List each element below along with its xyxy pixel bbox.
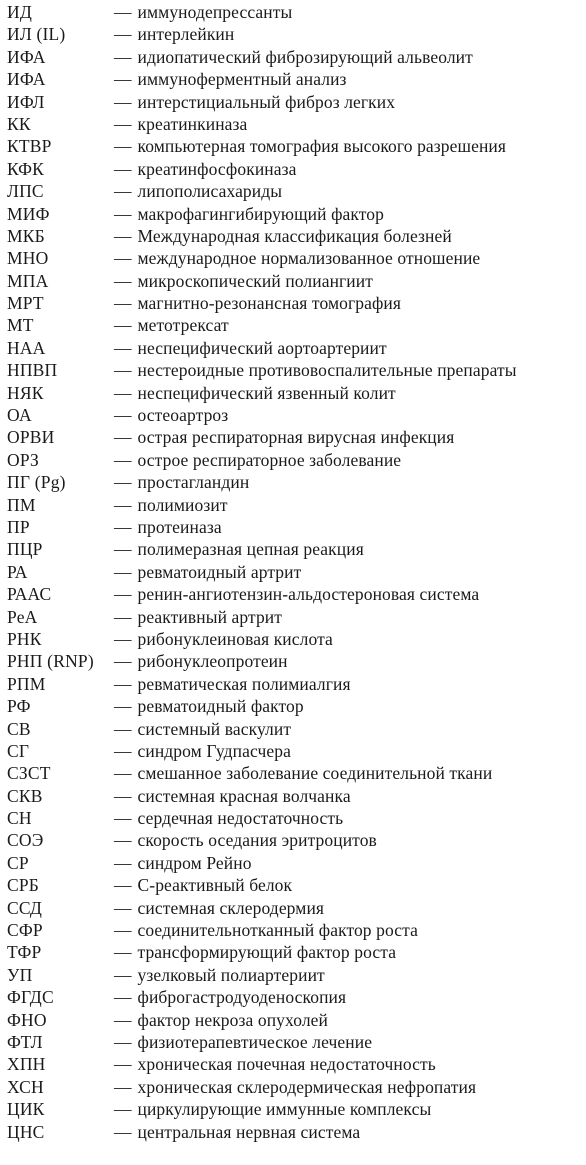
abbreviation-row (7, 762, 586, 784)
abbreviation: СВ (7, 718, 31, 739)
definition: узелковый полиартериит (137, 964, 325, 985)
definition: остеоартроз (137, 405, 229, 426)
abbreviation: ПЦР (7, 539, 43, 560)
abbreviation: РеА (7, 606, 38, 627)
definition: хроническая почечная недостаточность (137, 1054, 436, 1075)
abbreviation-row (7, 292, 586, 314)
abbreviation-row (7, 314, 586, 336)
separator-dash: — (114, 337, 132, 358)
definition: сердечная недостаточность (137, 808, 344, 829)
separator-dash: — (114, 584, 132, 605)
definition: скорость оседания эритроцитов (137, 830, 377, 851)
separator-dash: — (114, 427, 132, 448)
separator-dash: — (114, 248, 132, 269)
abbreviation-row (7, 650, 586, 672)
definition: соединительнотканный фактор роста (137, 920, 418, 941)
separator-dash: — (114, 315, 132, 336)
separator-dash: — (114, 158, 132, 179)
abbreviation-row (7, 628, 586, 650)
separator-dash: — (114, 718, 132, 739)
abbreviation-row (7, 1031, 586, 1053)
separator-dash: — (114, 113, 132, 134)
abbreviation-row (7, 516, 586, 538)
abbreviation: ИФА (7, 69, 46, 90)
abbreviation-row (7, 1121, 586, 1143)
definition: ренин-ангиотензин-альдостероновая система (137, 584, 480, 605)
abbreviation: РФ (7, 696, 31, 717)
abbreviation-row (7, 1, 586, 23)
abbreviation: ОА (7, 405, 32, 426)
abbreviation-row (7, 382, 586, 404)
separator-dash: — (114, 2, 132, 22)
abbreviation: ХПН (7, 1054, 46, 1075)
abbreviation-row (7, 449, 586, 471)
separator-dash: — (114, 494, 132, 515)
abbreviation-row (7, 673, 586, 695)
abbreviation: ИЛ (IL) (7, 24, 66, 45)
separator-dash: — (114, 1031, 132, 1052)
separator-dash: — (114, 516, 132, 537)
abbreviation: ОРЗ (7, 449, 39, 470)
abbreviation: СРБ (7, 875, 40, 896)
separator-dash: — (114, 852, 132, 873)
separator-dash: — (114, 964, 132, 985)
definition: липополисахариды (137, 181, 283, 202)
separator-dash: — (114, 1009, 132, 1030)
definition: ревматическая полимиалгия (137, 673, 351, 694)
abbreviation-row (7, 23, 586, 45)
definition: иммуноферментный анализ (137, 69, 347, 90)
abbreviation: ИД (7, 2, 32, 22)
abbreviation: СР (7, 852, 29, 873)
separator-dash: — (114, 225, 132, 246)
definition: креатинфосфокиназа (137, 158, 297, 179)
separator-dash: — (114, 1076, 132, 1097)
definition: системная склеродермия (137, 897, 325, 918)
abbreviation: НАА (7, 337, 46, 358)
separator-dash: — (114, 740, 132, 761)
abbreviation-row (7, 941, 586, 963)
definition: микроскопический полиангиит (137, 270, 373, 291)
separator-dash: — (114, 808, 132, 829)
definition: системный васкулит (137, 718, 292, 739)
abbreviation-row (7, 135, 586, 157)
definition: рибонуклеиновая кислота (137, 628, 333, 649)
abbreviation: РААС (7, 584, 52, 605)
definition: макрофагингибирующий фактор (137, 203, 384, 224)
definition: метотрексат (137, 315, 229, 336)
abbreviation: МТ (7, 315, 34, 336)
separator-dash: — (114, 405, 132, 426)
separator-dash: — (114, 763, 132, 784)
abbreviation: РНП (RNP) (7, 651, 94, 672)
separator-dash: — (114, 539, 132, 560)
separator-dash: — (114, 628, 132, 649)
abbreviation-row (7, 203, 586, 225)
abbreviation-row (7, 158, 586, 180)
abbreviation: КФК (7, 158, 45, 179)
abbreviation-row (7, 852, 586, 874)
abbreviation-row (7, 874, 586, 896)
definition: нестероидные противовоспалительные препараты (137, 360, 517, 381)
abbreviation-row (7, 225, 586, 247)
abbreviation-row (7, 180, 586, 202)
abbreviation: СЗСТ (7, 763, 51, 784)
separator-dash: — (114, 673, 132, 694)
separator-dash: — (114, 382, 132, 403)
separator-dash: — (114, 1054, 132, 1075)
abbreviation-row (7, 91, 586, 113)
definition: фиброгастродуоденоскопия (137, 987, 347, 1008)
definition: физиотерапевтическое лечение (137, 1031, 373, 1052)
abbreviation: НПВП (7, 360, 58, 381)
abbreviation-row (7, 1098, 586, 1120)
abbreviation: ХСН (7, 1076, 44, 1097)
definition: полимиозит (137, 494, 228, 515)
definition: ревматоидный артрит (137, 561, 302, 582)
abbreviation: МНО (7, 248, 49, 269)
abbreviation: СОЭ (7, 830, 44, 851)
definition: реактивный артрит (137, 606, 283, 627)
definition: циркулирующие иммунные комплексы (137, 1099, 432, 1120)
abbreviation-row (7, 919, 586, 941)
separator-dash: — (114, 651, 132, 672)
abbreviation: ИФЛ (7, 91, 45, 112)
abbreviation-row (7, 247, 586, 269)
abbreviation: РПМ (7, 673, 46, 694)
abbreviation-row (7, 606, 586, 628)
separator-dash: — (114, 875, 132, 896)
definition: смешанное заболевание соединительной ткани (137, 763, 493, 784)
definition: неспецифический аортоартериит (137, 337, 387, 358)
abbreviation: МИФ (7, 203, 50, 224)
separator-dash: — (114, 181, 132, 202)
abbreviation-row (7, 1076, 586, 1098)
definition: С-реактивный белок (137, 875, 293, 896)
abbreviation-row (7, 494, 586, 516)
abbreviation: РА (7, 561, 28, 582)
abbreviation-row (7, 583, 586, 605)
abbreviation-row (7, 964, 586, 986)
definition: полимеразная цепная реакция (137, 539, 364, 560)
definition: острое респираторное заболевание (137, 449, 402, 470)
definition: неспецифический язвенный колит (137, 382, 396, 403)
definition: Международная классификация болезней (137, 225, 452, 246)
abbreviation: ПМ (7, 494, 36, 515)
separator-dash: — (114, 449, 132, 470)
abbreviation: ЦНС (7, 1121, 45, 1142)
separator-dash: — (114, 472, 132, 493)
definition: рибонуклеопротеин (137, 651, 288, 672)
abbreviation: МРТ (7, 293, 44, 314)
definition: международное нормализованное отношение (137, 248, 481, 269)
separator-dash: — (114, 203, 132, 224)
separator-dash: — (114, 920, 132, 941)
separator-dash: — (114, 24, 132, 45)
definition: идиопатический фиброзирующий альвеолит (137, 46, 473, 67)
definition: интерстициальный фиброз легких (137, 91, 396, 112)
abbreviation-row (7, 426, 586, 448)
abbreviation-row (7, 740, 586, 762)
abbreviation: КТВР (7, 136, 52, 157)
abbreviation: ЦИК (7, 1099, 45, 1120)
abbreviation: ФТЛ (7, 1031, 43, 1052)
separator-dash: — (114, 897, 132, 918)
separator-dash: — (114, 606, 132, 627)
abbreviation: МПА (7, 270, 49, 291)
abbreviation: УП (7, 964, 33, 985)
abbreviation: ТФР (7, 942, 42, 963)
abbreviation-row (7, 829, 586, 851)
abbreviation-row (7, 807, 586, 829)
abbreviation: СФР (7, 920, 43, 941)
definition: хроническая склеродермическая нефропатия (137, 1076, 477, 1097)
abbreviation-row (7, 270, 586, 292)
abbreviation: РНК (7, 628, 42, 649)
separator-dash: — (114, 1099, 132, 1120)
abbreviation-row (7, 695, 586, 717)
separator-dash: — (114, 785, 132, 806)
definition: трансформирующий фактор роста (137, 942, 397, 963)
definition: иммунодепрессанты (137, 2, 293, 22)
separator-dash: — (114, 987, 132, 1008)
definition: фактор некроза опухолей (137, 1009, 328, 1030)
abbreviation-row (7, 68, 586, 90)
separator-dash: — (114, 293, 132, 314)
abbreviation: ССД (7, 897, 43, 918)
separator-dash: — (114, 91, 132, 112)
abbreviation: ЛПС (7, 181, 44, 202)
definition: синдром Гудпасчера (137, 740, 291, 761)
abbreviation-row (7, 897, 586, 919)
abbreviation-row (7, 1053, 586, 1075)
definition: синдром Рейно (137, 852, 252, 873)
definition: центральная нервная система (137, 1121, 361, 1142)
abbreviation: ФНО (7, 1009, 47, 1030)
abbreviation-row (7, 718, 586, 740)
abbreviation: ОРВИ (7, 427, 55, 448)
abbreviation-row (7, 986, 586, 1008)
separator-dash: — (114, 561, 132, 582)
abbreviation: ИФА (7, 46, 46, 67)
abbreviation-row (7, 113, 586, 135)
abbreviation-row (7, 46, 586, 68)
definition: системная красная волчанка (137, 785, 351, 806)
separator-dash: — (114, 696, 132, 717)
abbreviation: ПР (7, 516, 30, 537)
abbreviation: КК (7, 113, 31, 134)
separator-dash: — (114, 270, 132, 291)
separator-dash: — (114, 1121, 132, 1142)
abbreviation-row (7, 337, 586, 359)
abbreviation-row (7, 404, 586, 426)
separator-dash: — (114, 830, 132, 851)
abbreviation-row (7, 785, 586, 807)
definition: креатинкиназа (137, 113, 248, 134)
separator-dash: — (114, 69, 132, 90)
abbreviation-row (7, 538, 586, 560)
abbreviation: ПГ (Pg) (7, 472, 66, 493)
definition: компьютерная томография высокого разрешения (137, 136, 507, 157)
definition: острая респираторная вирусная инфекция (137, 427, 455, 448)
abbreviation: СКВ (7, 785, 43, 806)
abbreviation-row (7, 359, 586, 381)
definition: интерлейкин (137, 24, 235, 45)
abbreviation: СН (7, 808, 32, 829)
definition: простагландин (137, 472, 250, 493)
abbreviation-row (7, 471, 586, 493)
abbreviation-row (7, 561, 586, 583)
separator-dash: — (114, 942, 132, 963)
definition: ревматоидный фактор (137, 696, 304, 717)
abbreviation: СГ (7, 740, 30, 761)
separator-dash: — (114, 136, 132, 157)
abbreviation: МКБ (7, 225, 45, 246)
abbreviation: НЯК (7, 382, 44, 403)
abbreviation-row (7, 1009, 586, 1031)
separator-dash: — (114, 46, 132, 67)
definition: протеиназа (137, 516, 222, 537)
separator-dash: — (114, 360, 132, 381)
definition: магнитно-резонансная томография (137, 293, 402, 314)
abbreviation: ФГДС (7, 987, 54, 1008)
